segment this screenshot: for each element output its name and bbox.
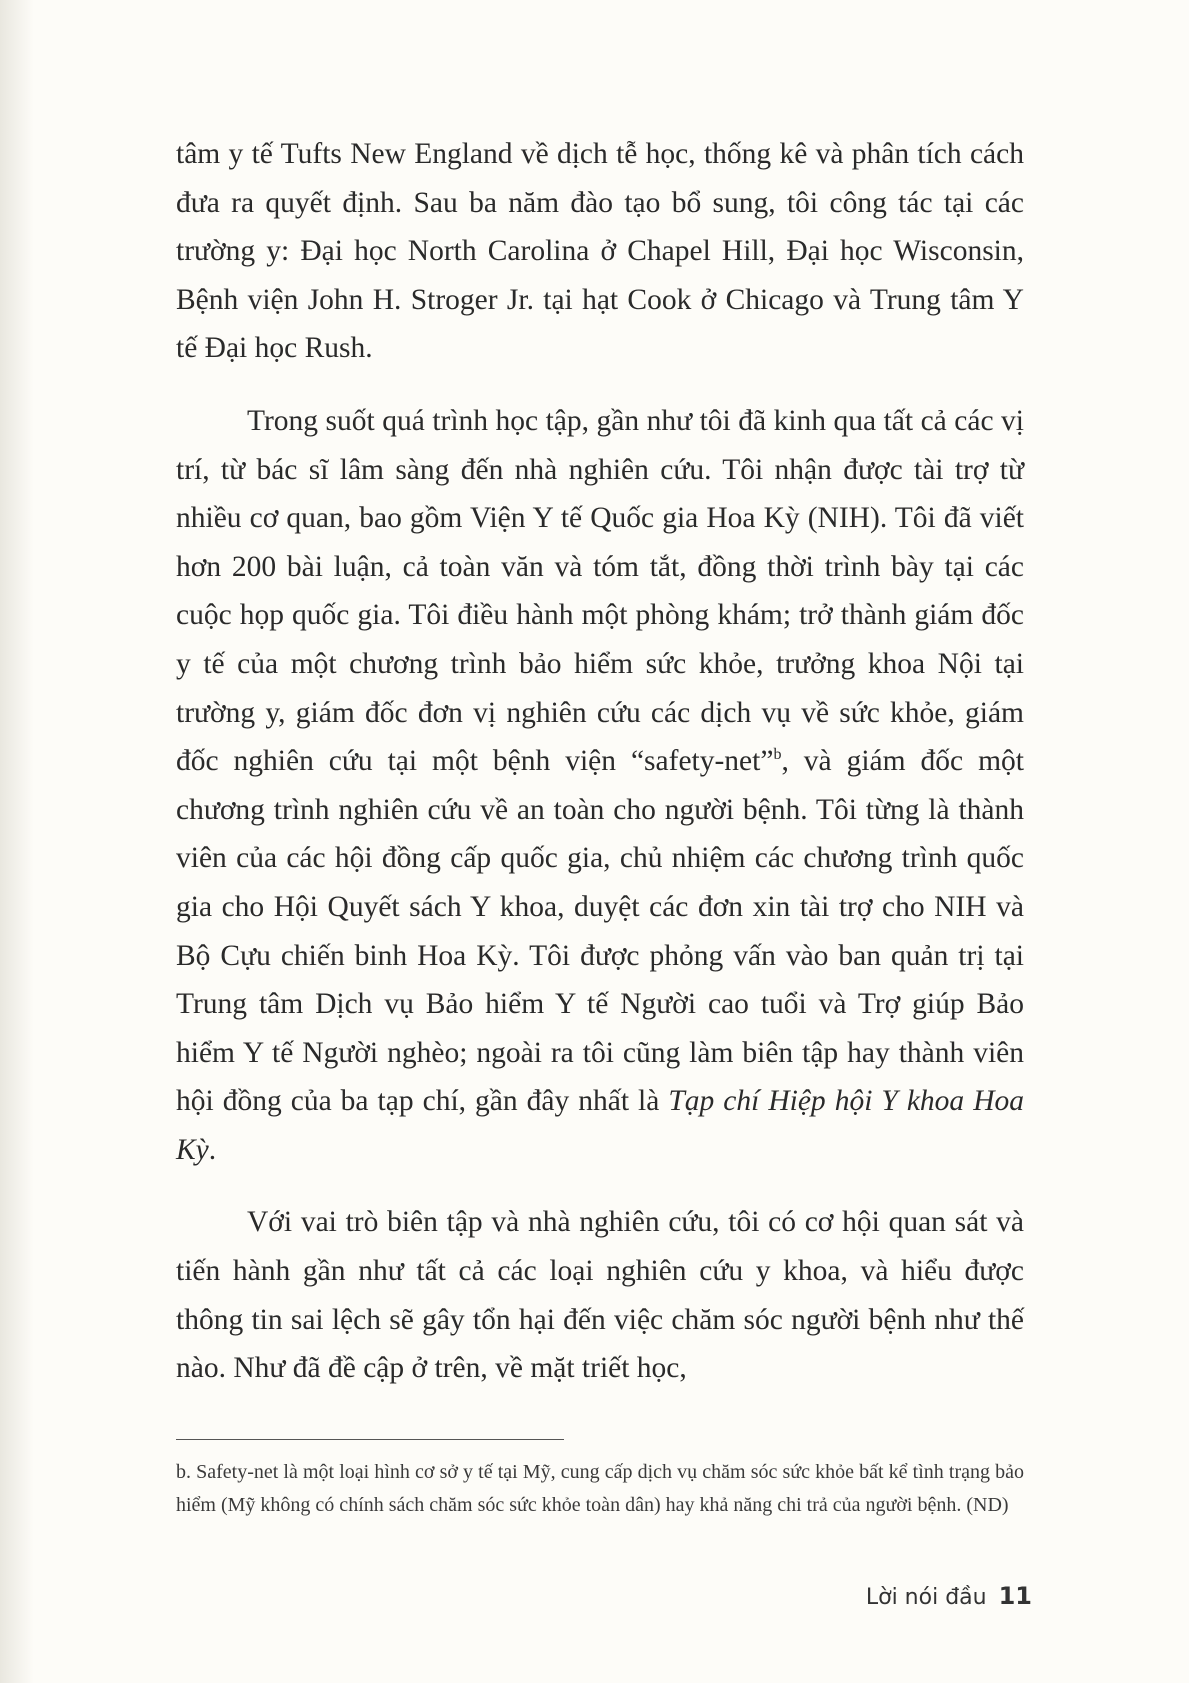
- paragraph-3: Với vai trò biên tập và nhà nghiên cứu, tôi có cơ hội quan sát và tiến hành gần như tất cả các loại nghiên cứu y khoa, và hiểu được thông tin sai lệch sẽ gây tổn hại đến việc chăm sóc người bệnh như thế nào. Như đã đề cập ở trên, về mặt triết học,: [176, 1206, 1024, 1385]
- paragraph-2: [176, 397, 1024, 1175]
- body-text: [176, 130, 1024, 1417]
- section-title: Lời nói đầu: [865, 1585, 987, 1610]
- footnote-b: b. Safety-net là một loại hình cơ sở y tế tại Mỹ, cung cấp dịch vụ chăm sóc sức khỏe bất kể tình trạng bảo hiểm (Mỹ không có chính sách chăm sóc sức khỏe toàn dân) hay khả năng chi trả của người bệnh. (ND): [176, 1461, 1024, 1516]
- page-footer: [866, 1582, 1032, 1610]
- paragraph-1: tâm y tế Tufts New England về dịch tễ học, thống kê và phân tích cách đưa ra quyết định. Sau ba năm đào tạo bổ sung, tôi công tác tại các trường y: Đại học North Carolina ở Chapel Hill, Đại học Wisconsin, Bệnh viện John H. Stroger Jr. tại hạt Cook ở Chicago và Trung tâm Y tế Đại học Rush.: [176, 138, 1024, 365]
- page-number: 11: [998, 1582, 1032, 1610]
- page-binding-shadow: [0, 0, 34, 1683]
- journal-title: Tạp chí Hiệp hội Y khoa Hoa Kỳ: [176, 1085, 1024, 1166]
- paragraph-2-end: .: [208, 1133, 217, 1166]
- paragraph-2-rest: , và giám đốc một chương trình nghiên cứu về an toàn cho người bệnh. Tôi từng là thành viên của các hội đồng cấp quốc gia, chủ nhiệm các chương trình quốc gia cho Hội Quyết sách Y khoa, duyệt các đơn xin tài trợ cho NIH và Bộ Cựu chiến binh Hoa Kỳ. Tôi được phỏng vấn vào ban quản trị tại Trung tâm Dịch vụ Bảo hiểm Y tế Người cao tuổi và Trợ giúp Bảo hiểm Y tế Người nghèo; ngoài ra tôi cũng làm biên tập hay thành viên hội đồng của ba tạp chí, gần đây nhất là: [176, 745, 1024, 1118]
- footnote-divider: [176, 1439, 564, 1440]
- footnote-ref-b: b: [773, 746, 782, 764]
- paragraph-2-main: Trong suốt quá trình học tập, gần như tôi đã kinh qua tất cả các vị trí, từ bác sĩ lâm sàng đến nhà nghiên cứu. Tôi nhận được tài trợ từ nhiều cơ quan, bao gồm Viện Y tế Quốc gia Hoa Kỳ (NIH). Tôi đã viết hơn 200 bài luận, cả toàn văn và tóm tắt, đồng thời trình bày tại các cuộc họp quốc gia. Tôi điều hành một phòng khám; trở thành giám đốc y tế của một chương trình bảo hiểm sức khỏe, trưởng khoa Nội tại trường y, giám đốc đơn vị nghiên cứu các dịch vụ về sức khỏe, giám đốc nghiên cứu tại một bệnh viện “safety-net”: [176, 404, 1024, 778]
